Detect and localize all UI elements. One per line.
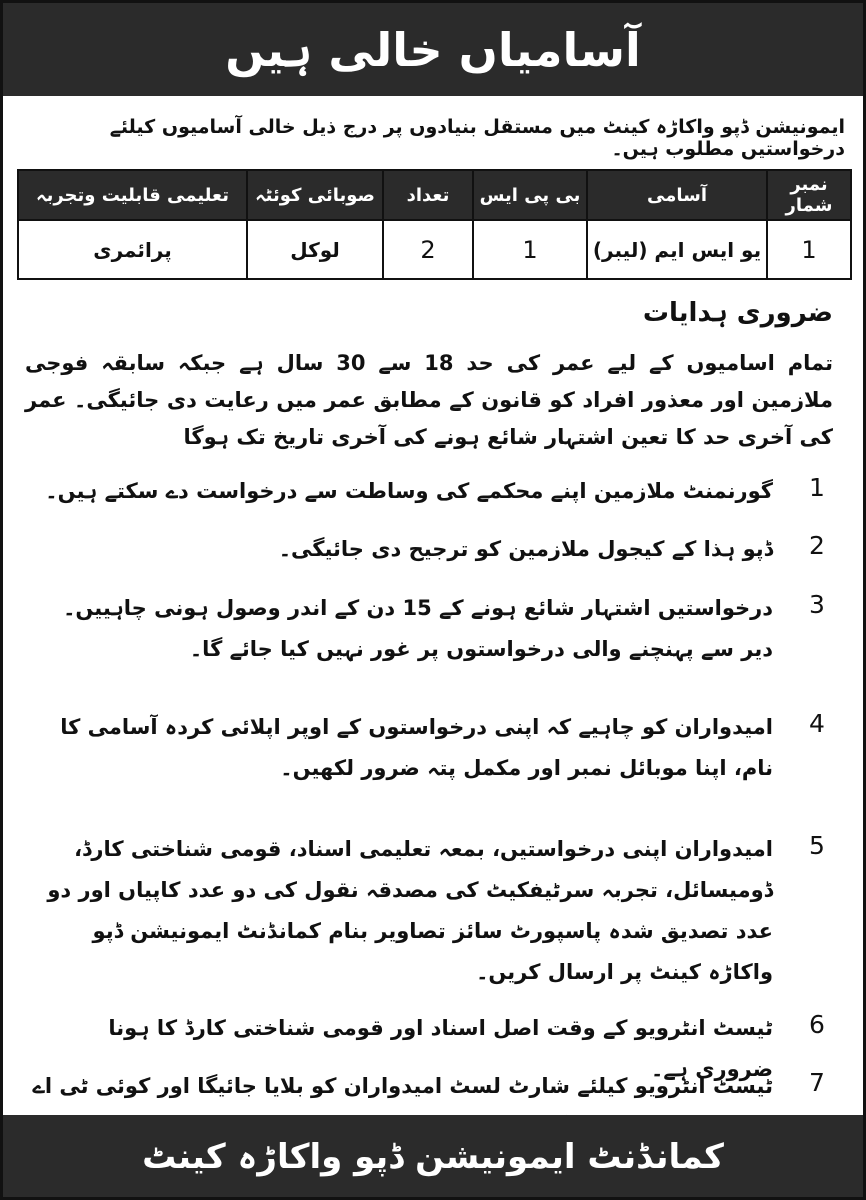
table-header-row	[18, 170, 851, 220]
cell-count: 2	[383, 220, 473, 279]
item-number: 7	[809, 1068, 825, 1097]
item-number: 5	[809, 831, 825, 860]
header-banner	[3, 3, 863, 96]
list-item	[25, 471, 841, 512]
item-text: امیدواران اپنی درخواستیں، بمعہ تعلیمی اسناد، قومی شناختی کارڈ، ڈومیسائل، تجربہ سرٹیفکیٹ کی مصدقہ نقول کی دو عدد کاپیاں اور دو عدد تصدیق شدہ پاسپورٹ سائز تصاویر بنام کمانڈنٹ ایمونیشن ڈپو واکاڑہ کینٹ پر ارسال کریں۔	[47, 837, 773, 984]
list-item	[25, 588, 841, 670]
header-count: تعداد	[383, 170, 473, 220]
header-bps: بی پی ایس	[473, 170, 587, 220]
instructions-intro: تمام اسامیوں کے لیے عمر کی حد 18 سے 30 سال ہے جبکہ سابقہ فوجی ملازمین اور معذور افراد کو قانون کے مطابق عمر میں رعایت دی جائیگی۔ عمر کی آخری حد کا تعین اشتہار شائع ہونے کی آخری تاریخ تک ہوگا	[25, 351, 833, 449]
list-item	[25, 707, 841, 789]
instructions-heading: ضروری ہدایات	[642, 298, 833, 328]
footer-banner	[3, 1115, 863, 1197]
cell-serial: 1	[767, 220, 851, 279]
item-number: 6	[809, 1010, 825, 1039]
item-text: درخواستیں اشتہار شائع ہونے کے 15 دن کے اندر وصول ہونی چاہییں۔ دیر سے پہنچنے والی درخواستوں پر غور نہیں کیا جائے گا۔	[63, 596, 773, 661]
cell-qualification: پرائمری	[18, 220, 247, 279]
item-text: ٹیسٹ انٹرویو کیلئے شارٹ لسٹ امیدواران کو بلایا جائیگا اور کوئی ٹی اے	[32, 1074, 773, 1098]
vacancy-table	[17, 169, 852, 280]
item-number: 1	[809, 473, 825, 502]
item-text: ڈپو ہذا کے کیجول ملازمین کو ترجیح دی جائیگی۔	[278, 537, 773, 561]
list-item	[25, 829, 841, 993]
intro-text: ایمونیشن ڈپو واکاڑہ کینٹ میں مستقل بنیادوں پر درج ذیل خالی آسامیوں کیلئے درخواستیں مطلوب ہیں۔	[109, 116, 845, 160]
footer-signature: کمانڈنٹ ایمونیشن ڈپو واکاڑہ کینٹ	[142, 1136, 724, 1177]
item-number: 2	[809, 531, 825, 560]
header-serial: نمبر شمار	[767, 170, 851, 220]
table-row	[18, 220, 851, 279]
list-item	[25, 529, 841, 570]
item-number: 4	[809, 709, 825, 738]
item-text: ٹیسٹ انٹرویو کے وقت اصل اسناد اور قومی شناختی کارڈ کا ہونا ضروری ہے۔	[108, 1016, 773, 1081]
item-number: 3	[809, 590, 825, 619]
header-post: آسامی	[587, 170, 767, 220]
cell-bps: 1	[473, 220, 587, 279]
header-quota: صوبائی کوئٹہ	[247, 170, 383, 220]
header-qualification: تعلیمی قابلیت وتجربہ	[18, 170, 247, 220]
cell-quota: لوکل	[247, 220, 383, 279]
item-text: گورنمنٹ ملازمین اپنے محکمے کی وساطت سے درخواست دے سکتے ہیں۔	[45, 479, 773, 503]
item-text: امیدواران کو چاہیے کہ اپنی درخواستوں کے اوپر اپلائی کردہ آسامی کا نام، اپنا موبائل نمبر اور مکمل پتہ ضرور لکھیں۔	[60, 715, 773, 780]
page-title: آسامیاں خالی ہیں	[225, 22, 641, 77]
cell-post: یو ایس ایم (لیبر)	[587, 220, 767, 279]
